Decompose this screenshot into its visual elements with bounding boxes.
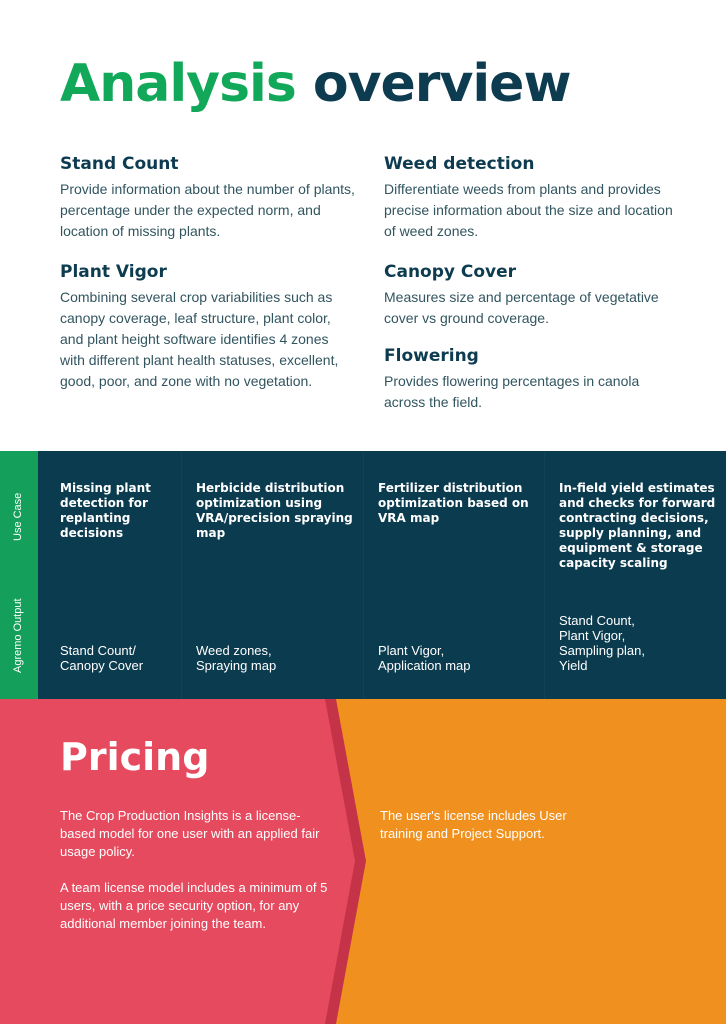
pricing-title: Pricing — [60, 735, 210, 779]
feature-canopy-cover — [384, 261, 684, 329]
output-text: Weed zones, Spraying map — [196, 643, 277, 673]
row-label-tab — [0, 451, 38, 699]
page-title — [60, 52, 570, 116]
license-includes-text: The user's license includes User training and Project Support. — [380, 808, 567, 841]
pricing-section — [0, 699, 726, 1024]
feature-heading: Weed detection — [384, 154, 535, 174]
feature-heading: Canopy Cover — [384, 262, 517, 282]
pricing-description — [60, 807, 330, 951]
feature-weed-detection — [384, 153, 684, 242]
feature-text: Provides flowering percentages in canola across the field. — [384, 373, 640, 410]
output-label: Agremo Output — [12, 598, 24, 673]
use-case-text: Missing plant detection for replanting decisions — [60, 481, 151, 540]
title-accent: Analysis — [60, 54, 296, 114]
table-column — [544, 451, 726, 699]
output-text: Stand Count/ Canopy Cover — [60, 643, 144, 673]
table-column — [181, 451, 364, 699]
output-text: Stand Count, Plant Vigor, Sampling plan, Yield — [559, 613, 645, 673]
feature-heading: Stand Count — [60, 154, 179, 174]
use-case-label: Use Case — [12, 492, 24, 541]
pricing-paragraph: The Crop Production Insights is a license-based model for one user with an applied fair usage policy. — [60, 808, 320, 859]
feature-plant-vigor — [60, 261, 350, 392]
table-column — [38, 451, 181, 699]
pricing-paragraph: A team license model includes a minimum of 5 users, with a price security option, for any additional member joining the team. — [60, 880, 328, 931]
feature-text: Measures size and percentage of vegetative cover vs ground coverage. — [384, 289, 659, 326]
title-rest: overview — [312, 54, 571, 114]
use-case-text: Herbicide distribution optimization using VRA/precision spraying map — [196, 481, 353, 540]
feature-text: Differentiate weeds from plants and provides precise information about the size and location of weed zones. — [384, 181, 673, 239]
use-case-text: In-field yield estimates and checks for forward contracting decisions, supply planning, and equipment & storage capacity scaling — [559, 481, 716, 570]
output-text: Plant Vigor, Application map — [378, 643, 471, 673]
use-case-table — [0, 451, 726, 699]
feature-text: Combining several crop variabilities such as canopy coverage, leaf structure, plant color, and plant height software identifies 4 zones with different plant health statuses, excellent, good, poor, and zone with no vegetation. — [60, 289, 339, 389]
feature-stand-count — [60, 153, 360, 242]
feature-text: Provide information about the number of plants, percentage under the expected norm, and location of missing plants. — [60, 181, 355, 239]
table-column — [363, 451, 545, 699]
feature-heading: Plant Vigor — [60, 262, 167, 282]
use-case-text: Fertilizer distribution optimization based on VRA map — [378, 481, 529, 525]
feature-heading: Flowering — [384, 346, 479, 366]
feature-flowering — [384, 345, 684, 413]
